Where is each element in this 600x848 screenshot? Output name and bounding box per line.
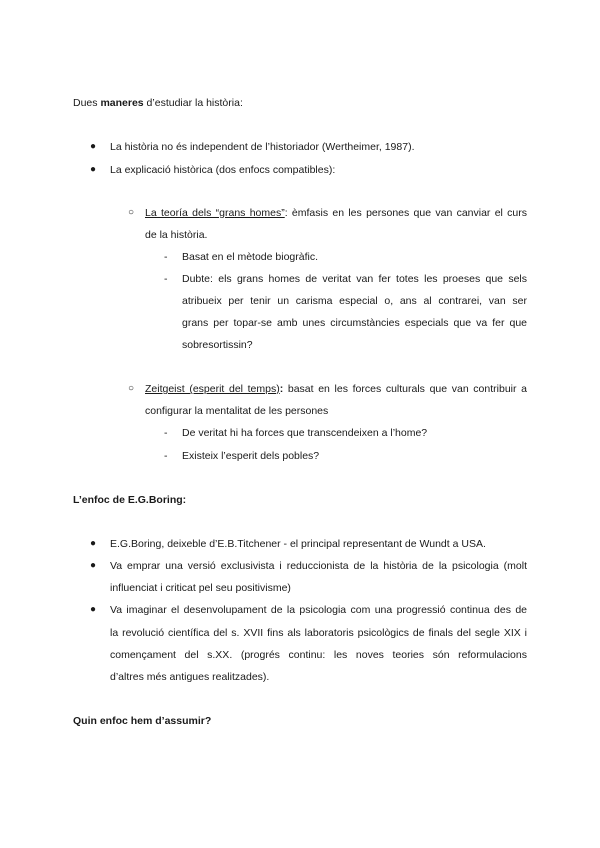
dash-item: Basat en el mètode biogràfic. [182, 251, 318, 263]
dash-icon: - [164, 273, 168, 285]
bullet-icon: ● [90, 538, 97, 549]
dash-icon: - [164, 251, 168, 263]
dash-item-line: sobresortissin? [182, 339, 253, 351]
subitem-text-cont: configurar la mentalitat de les persones [145, 405, 329, 417]
subitem-zeitgeist [145, 382, 527, 396]
heading-text-rest: d’estudiar la història: [143, 97, 243, 109]
dash-icon: - [164, 450, 168, 462]
bullet-item: E.G.Boring, deixeble d’E.B.Titchener - el principal representant de Wundt a USA. [110, 538, 486, 550]
dash-item: Existeix l’esperit dels pobles? [182, 450, 320, 462]
bullet-item-line: començament del s.XX. (progrés continu: les noves teories són reformulacions [110, 649, 527, 661]
bullet-icon: ● [90, 164, 97, 175]
bullet-item-line: influenciat i criticat pel seu positivisme) [110, 582, 291, 594]
bullet-icon: ● [90, 560, 97, 571]
bullet-item: La història no és independent de l’historiador (Wertheimer, 1987). [110, 141, 415, 153]
subitem-text: : èmfasis en les persones que van canviar el curs [284, 207, 527, 219]
heading-bold-word: maneres [100, 97, 144, 109]
heading-enfoc-boring: L’enfoc de E.G.Boring: [73, 494, 187, 506]
circle-bullet-icon: ○ [128, 207, 135, 218]
heading-quin-enfoc: Quin enfoc hem d’assumir? [73, 715, 212, 727]
subitem-title: La teoría dels “grans homes” [145, 207, 285, 219]
bullet-item: La explicació històrica (dos enfocs compatibles): [110, 164, 336, 176]
circle-bullet-icon: ○ [128, 383, 135, 394]
bullet-item-line: Va imaginar el desenvolupament de la psicologia com una progressió continua des de [110, 604, 527, 616]
subitem-title: Zeitgeist (esperit del temps) [145, 383, 280, 395]
heading-text: Dues [73, 97, 101, 109]
bullet-icon: ● [90, 604, 97, 615]
subitem-grans-homes [145, 206, 527, 220]
dash-item-line: grans per topar-se amb unes circumstàncies especials que va fer que [182, 317, 527, 329]
dash-item: De veritat hi ha forces que transcendeixen a l’home? [182, 427, 428, 439]
bullet-item-line: la revolució científica del s. XVII fins als laboratoris psicològics de finals del segle XIX i [110, 627, 527, 639]
dash-icon: - [164, 427, 168, 439]
bullet-item-line: Va emprar una versió exclusivista i reduccionista de la història de la psicologia (molt [110, 560, 527, 572]
heading-dues-maneres [73, 96, 243, 110]
subitem-text-cont: de la història. [145, 229, 208, 241]
subitem-text: basat en les forces culturals que van contribuir a [283, 383, 527, 395]
dash-item-line: Dubte: els grans homes de veritat van fer totes les proeses que sels [182, 273, 527, 285]
bullet-icon: ● [90, 141, 97, 152]
subitem-colon: : [279, 383, 284, 395]
bullet-item-line: d’altres més antigues realitzades). [110, 671, 270, 683]
dash-item-line: atribueix per tenir un carisma especial o, ans al contrarei, van ser [182, 295, 527, 307]
